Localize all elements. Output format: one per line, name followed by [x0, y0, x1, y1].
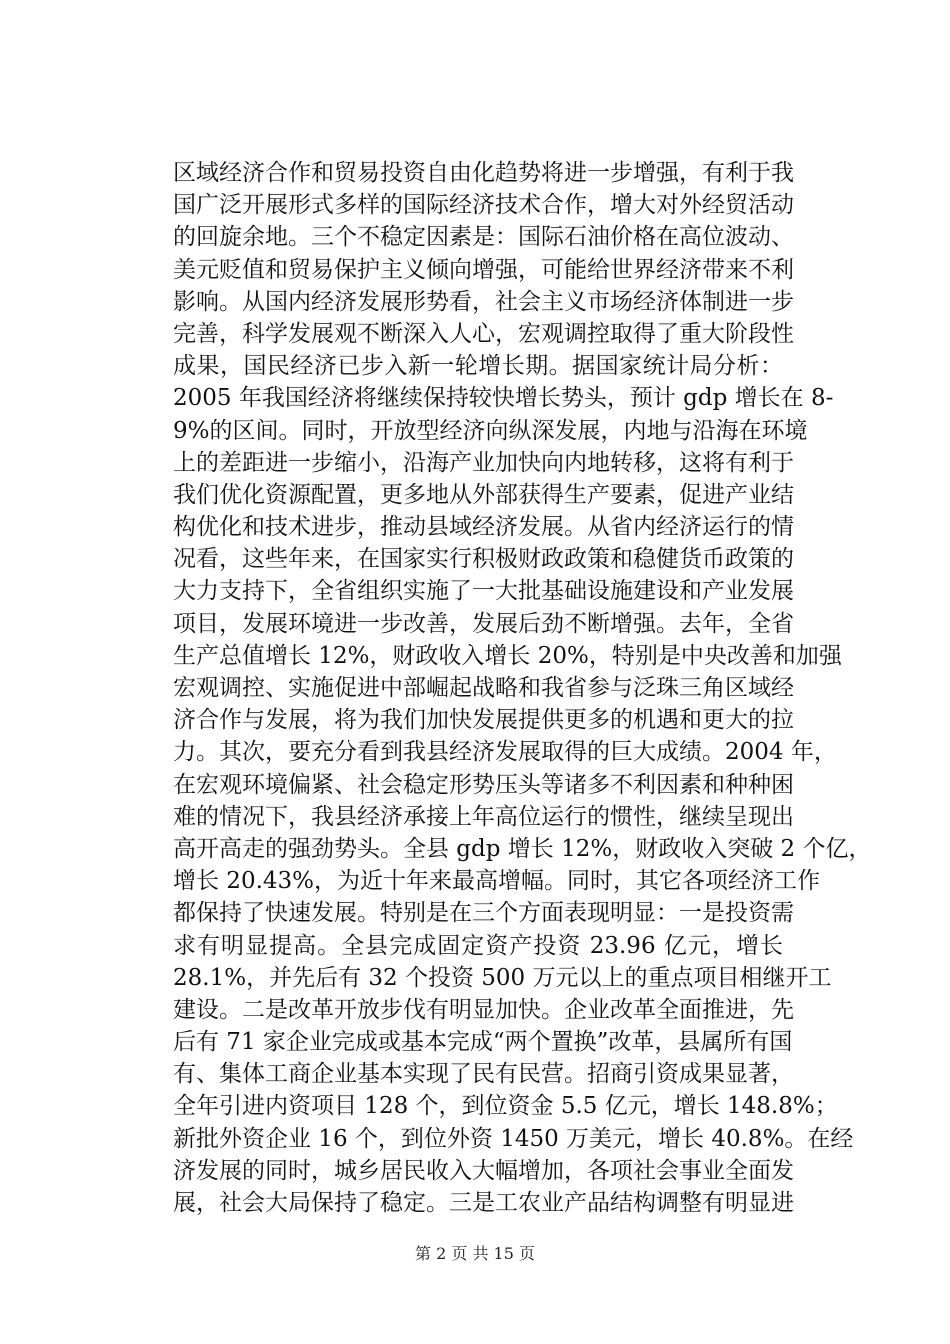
text-line: 我们优化资源配置，更多地从外部获得生产要素，促进产业结 — [173, 481, 794, 508]
text-line: 的回旋余地。三个不稳定因素是：国际石油价格在高位波动、 — [173, 224, 794, 251]
text-line: 完善，科学发展观不断深入人心，宏观调控取得了重大阶段性 — [173, 320, 794, 347]
text-line: 国广泛开展形式多样的国际经济技术合作，增大对外经贸活动 — [173, 192, 794, 219]
text-line: 上的差距进一步缩小，沿海产业加快向内地转移，这将有利于 — [173, 449, 794, 476]
page-footer: 第 2 页 共 15 页 — [415, 1244, 535, 1263]
text-line: 区域经济合作和贸易投资自由化趋势将进一步增强，有利于我 — [173, 160, 794, 186]
text-line: 成果，国民经济已步入新一轮增长期。据国家统计局分析： — [173, 353, 783, 380]
text-line: 济发展的同时，城乡居民收入大幅增加，各项社会事业全面发 — [173, 1157, 794, 1184]
text-line: 建设。二是改革开放步伐有明显加快。企业改革全面推进，先 — [173, 996, 794, 1023]
text-line: 项目，发展环境进一步改善，发展后劲不断增强。去年，全省 — [173, 610, 794, 637]
text-line: 9%的区间。同时，开放型经济向纵深发展，内地与沿海在环境 — [173, 417, 808, 444]
text-line: 有、集体工商企业基本实现了民有民营。招商引资成果显著， — [173, 1061, 794, 1088]
text-line: 增长 20.43%，为近十年来最高增幅。同时，其它各项经济工作 — [173, 868, 821, 895]
text-line: 后有 71 家企业完成或基本完成“两个置换”改革，县属所有国 — [173, 1029, 793, 1056]
text-line: 都保持了快速发展。特别是在三个方面表现明显：一是投资需 — [173, 900, 794, 927]
text-line: 美元贬值和贸易保护主义倾向增强，可能给世界经济带来不利 — [173, 256, 794, 283]
text-line: 28.1%，并先后有 32 个投资 500 万元以上的重点项目相继开工 — [173, 964, 832, 991]
body-text — [173, 157, 872, 1219]
text-line: 力。其次，要充分看到我县经济发展取得的巨大成绩。2004 年， — [173, 739, 837, 766]
text-line: 新批外资企业 16 个，到位外资 1450 万美元，增长 40.8%。在经 — [173, 1125, 854, 1152]
text-line: 济合作与发展，将为我们加快发展提供更多的机遇和更大的拉 — [173, 707, 794, 734]
text-line: 高开高走的强劲势头。全县 gdp 增长 12%，财政收入突破 2 个亿， — [173, 835, 872, 862]
text-line: 大力支持下，全省组织实施了一大批基础设施建设和产业发展 — [173, 578, 794, 605]
text-line: 2005 年我国经济将继续保持较快增长势头，预计 gdp 增长在 8- — [173, 385, 834, 412]
text-line: 况看，这些年来，在国家实行积极财政政策和稳健货币政策的 — [173, 546, 794, 573]
text-line: 难的情况下，我县经济承接上年高位运行的惯性，继续呈现出 — [173, 803, 794, 830]
text-line: 构优化和技术进步，推动县域经济发展。从省内经济运行的情 — [173, 514, 794, 541]
text-line: 全年引进内资项目 128 个，到位资金 5.5 亿元，增长 148.8%； — [173, 1093, 838, 1120]
text-line: 宏观调控、实施促进中部崛起战略和我省参与泛珠三角区域经 — [173, 675, 794, 701]
text-line: 生产总值增长 12%，财政收入增长 20%，特别是中央改善和加强 — [173, 642, 842, 669]
text-line: 展，社会大局保持了稳定。三是工农业产品结构调整有明显进 — [173, 1190, 794, 1216]
text-line: 求有明显提高。全县完成固定资产投资 23.96 亿元，增长 — [173, 932, 783, 959]
text-line: 影响。从国内经济发展形势看，社会主义市场经济体制进一步 — [173, 288, 794, 315]
text-line: 在宏观环境偏紧、社会稳定形势压头等诸多不利因素和种种困 — [173, 771, 794, 798]
